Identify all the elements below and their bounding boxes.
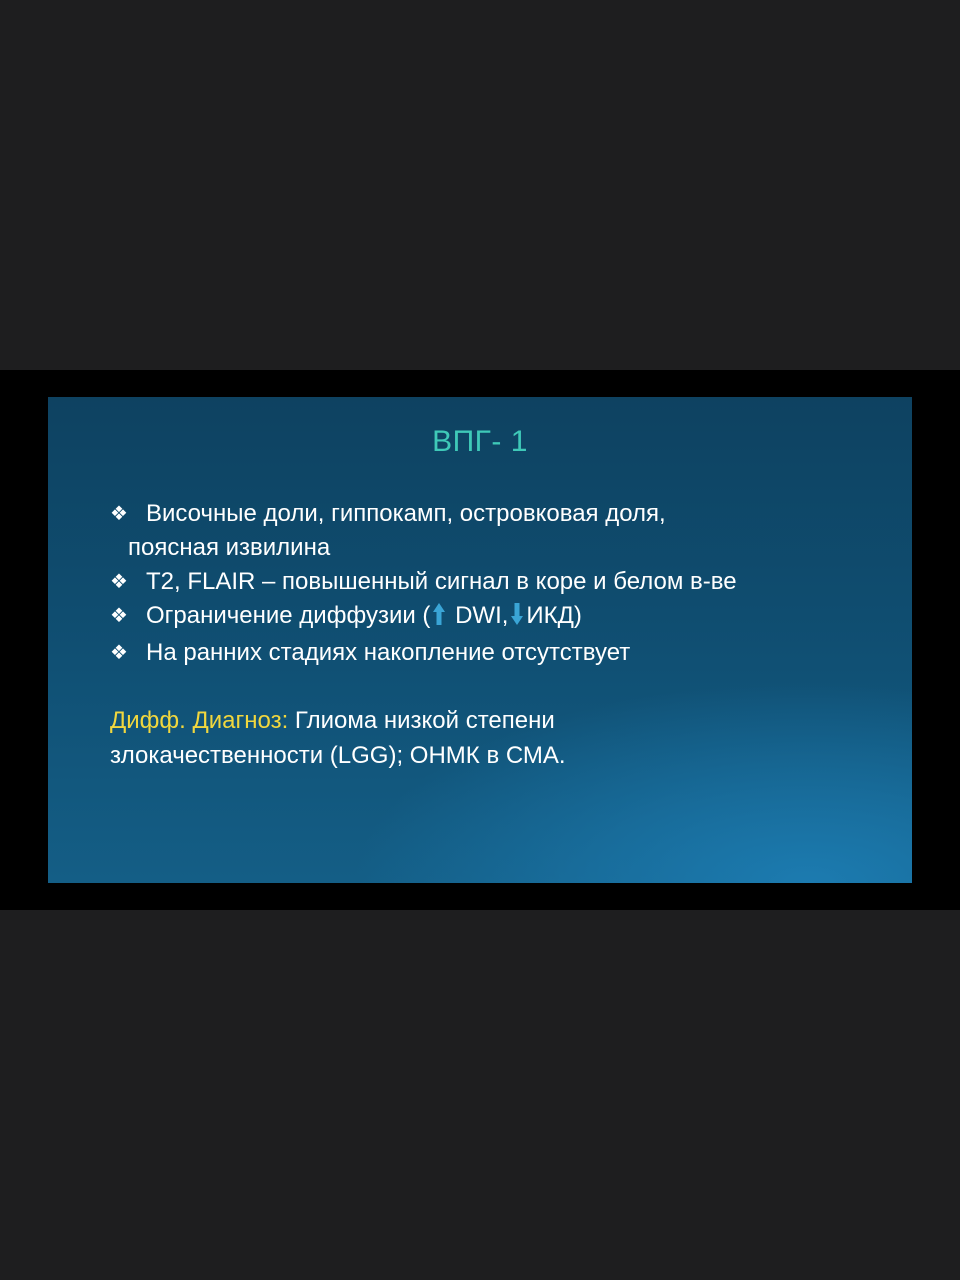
differential-diagnosis [110, 703, 870, 773]
presentation-slide [48, 397, 912, 883]
diagnosis-text: Глиома низкой степени [288, 707, 555, 734]
up-arrow-icon [432, 602, 446, 636]
diamond-bullet-icon: ❖ [110, 503, 128, 525]
diamond-bullet-icon: ❖ [110, 571, 128, 593]
diagnosis-label: Дифф. Диагноз: [110, 707, 289, 734]
list-item [110, 565, 890, 599]
list-item [110, 599, 890, 636]
video-frame [0, 370, 960, 910]
bullet-text: T2, FLAIR – повышенный сигнал в коре и белом в-ве [146, 568, 737, 595]
bullet-text: На ранних стадиях накопление отсутствует [146, 639, 631, 666]
bullet-text: Височные доли, гиппокамп, островковая доля, [146, 500, 666, 527]
bullet-text-continued: поясная извилина [128, 534, 331, 561]
bullet-text: ИКД) [526, 602, 582, 629]
bullet-text: Ограничение диффузии ( [146, 602, 431, 629]
bullet-text: DWI, [448, 602, 509, 629]
slide-title: ВПГ- 1 [432, 425, 528, 458]
diagnosis-text-continued: злокачественности (LGG); ОНМК в СМА. [110, 742, 566, 769]
down-arrow-icon [510, 602, 524, 636]
bullet-list [110, 497, 890, 670]
diamond-bullet-icon: ❖ [110, 605, 128, 627]
list-item [110, 636, 890, 670]
list-item [110, 497, 890, 565]
diamond-bullet-icon: ❖ [110, 642, 128, 664]
